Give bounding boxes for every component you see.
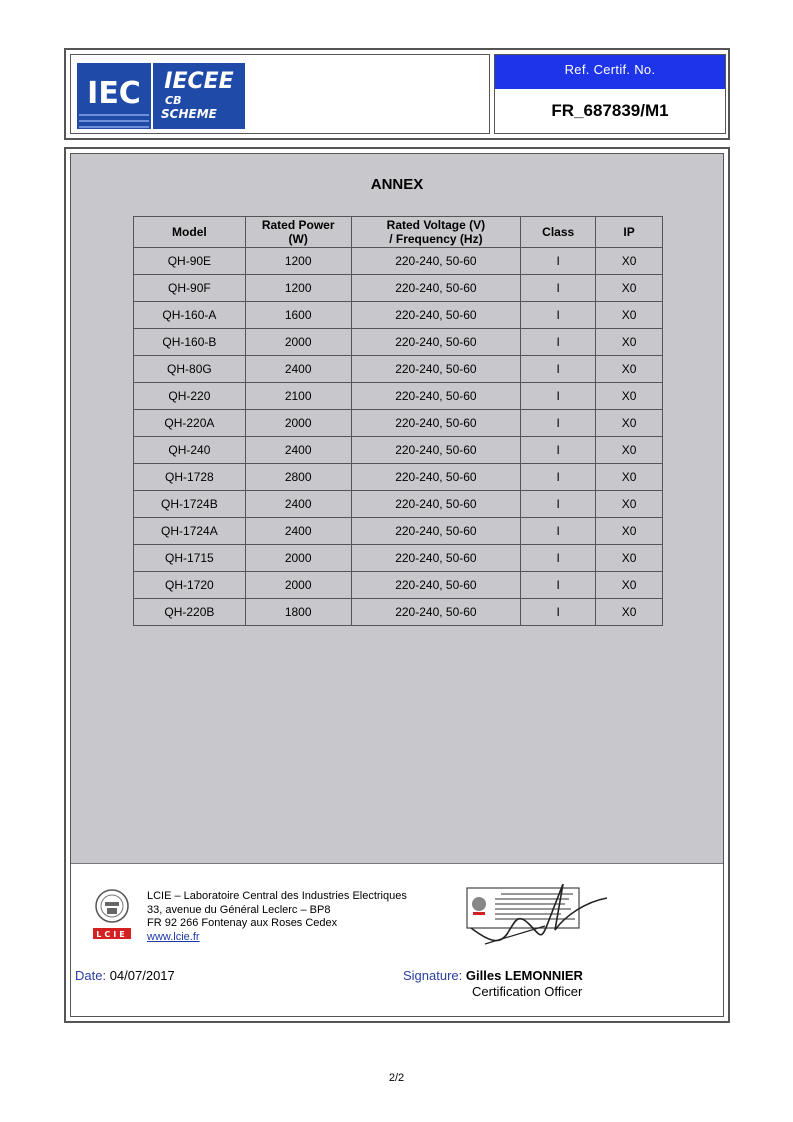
cell-class: I (521, 410, 596, 437)
annex-title: ANNEX (370, 176, 424, 193)
cell-power: 2400 (245, 491, 351, 518)
cell-voltage: 220-240, 50-60 (351, 464, 521, 491)
cell-class: I (521, 383, 596, 410)
lab-address (147, 890, 407, 944)
cell-model: QH-220B (134, 599, 246, 626)
cell-power: 2400 (245, 437, 351, 464)
signature-stamp (465, 882, 611, 956)
cell-class: I (521, 464, 596, 491)
cell-power: 1200 (245, 248, 351, 275)
cell-voltage: 220-240, 50-60 (351, 248, 521, 275)
cell-voltage: 220-240, 50-60 (351, 275, 521, 302)
table-row (134, 302, 663, 329)
iec-logo-text: IEC (87, 76, 141, 111)
cell-voltage: 220-240, 50-60 (351, 410, 521, 437)
cell-class: I (521, 302, 596, 329)
cell-ip: X0 (596, 329, 663, 356)
table-row (134, 464, 663, 491)
table-row (134, 248, 663, 275)
cell-power: 2000 (245, 329, 351, 356)
cell-model: QH-90F (134, 275, 246, 302)
header-model: Model (134, 217, 246, 248)
cell-ip: X0 (596, 518, 663, 545)
signature-line (403, 968, 583, 983)
iec-iecee-logo (77, 61, 245, 131)
cell-voltage: 220-240, 50-60 (351, 599, 521, 626)
cell-power: 2000 (245, 572, 351, 599)
iecee-logo-text: IECEE (164, 69, 234, 94)
ref-number: FR_687839/M1 (551, 101, 669, 120)
cell-model: QH-90E (134, 248, 246, 275)
header-rated-voltage (351, 217, 521, 248)
cell-power: 2800 (245, 464, 351, 491)
cell-voltage: 220-240, 50-60 (351, 437, 521, 464)
cell-power: 1200 (245, 275, 351, 302)
cell-ip: X0 (596, 572, 663, 599)
table-row (134, 545, 663, 572)
cell-voltage: 220-240, 50-60 (351, 518, 521, 545)
cell-model: QH-220 (134, 383, 246, 410)
cell-voltage: 220-240, 50-60 (351, 545, 521, 572)
cell-ip: X0 (596, 464, 663, 491)
cell-power: 1600 (245, 302, 351, 329)
cell-voltage: 220-240, 50-60 (351, 329, 521, 356)
cell-class: I (521, 572, 596, 599)
cell-class: I (521, 599, 596, 626)
table-row (134, 410, 663, 437)
cell-voltage: 220-240, 50-60 (351, 383, 521, 410)
certificate-header (64, 48, 730, 140)
cell-voltage: 220-240, 50-60 (351, 491, 521, 518)
table-row (134, 518, 663, 545)
header-class: Class (521, 217, 596, 248)
cell-ip: X0 (596, 356, 663, 383)
header-power-line1: Rated Power (261, 218, 335, 232)
cell-voltage: 220-240, 50-60 (351, 356, 521, 383)
annex-panel (71, 154, 723, 864)
cell-class: I (521, 356, 596, 383)
signatory-role: Certification Officer (472, 984, 583, 999)
header-power-line2: (W) (288, 232, 308, 246)
lcie-logo (93, 888, 131, 940)
date-label: Date: (75, 968, 107, 983)
table-row (134, 329, 663, 356)
ref-box (494, 54, 726, 134)
lab-city: FR 92 266 Fontenay aux Roses Cedex (147, 917, 338, 929)
cell-ip: X0 (596, 437, 663, 464)
table-row (134, 356, 663, 383)
cell-model: QH-240 (134, 437, 246, 464)
cell-voltage: 220-240, 50-60 (351, 302, 521, 329)
cell-model: QH-1728 (134, 464, 246, 491)
lab-street: 33, avenue du Général Leclerc – BP8 (147, 903, 331, 916)
cell-model: QH-160-B (134, 329, 246, 356)
cell-power: 2000 (245, 410, 351, 437)
cell-model: QH-1715 (134, 545, 246, 572)
table-header-row (134, 217, 663, 248)
cell-voltage: 220-240, 50-60 (351, 572, 521, 599)
signatory-name: Gilles LEMONNIER (465, 968, 583, 983)
cell-model: QH-80G (134, 356, 246, 383)
cell-ip: X0 (596, 410, 663, 437)
cell-ip: X0 (596, 599, 663, 626)
lcie-logo-text: LCIE (96, 930, 128, 939)
table-row (134, 437, 663, 464)
page-number: 2/2 (388, 1072, 405, 1084)
cb-logo-text: CB (165, 94, 182, 107)
cell-model: QH-1724B (134, 491, 246, 518)
cell-class: I (521, 329, 596, 356)
cell-ip: X0 (596, 491, 663, 518)
lab-name: LCIE – Laboratoire Central des Industries Electriques (147, 890, 407, 902)
table-row (134, 491, 663, 518)
cell-class: I (521, 248, 596, 275)
cell-class: I (521, 491, 596, 518)
table-row (134, 275, 663, 302)
header-voltage-line2: / Frequency (Hz) (389, 232, 483, 246)
cell-class: I (521, 275, 596, 302)
cell-power: 2400 (245, 518, 351, 545)
date-value: 04/07/2017 (109, 968, 175, 983)
cell-class: I (521, 518, 596, 545)
cell-ip: X0 (596, 275, 663, 302)
annex-frame (64, 147, 730, 1023)
table-row (134, 572, 663, 599)
cell-power: 2000 (245, 545, 351, 572)
cell-power: 1800 (245, 599, 351, 626)
scheme-logo-text: SCHEME (161, 107, 217, 121)
cell-model: QH-220A (134, 410, 246, 437)
table-row (134, 599, 663, 626)
cell-ip: X0 (596, 545, 663, 572)
cell-power: 2400 (245, 356, 351, 383)
cell-ip: X0 (596, 302, 663, 329)
table-row (134, 383, 663, 410)
cell-class: I (521, 545, 596, 572)
date-line (75, 968, 175, 983)
cell-power: 2100 (245, 383, 351, 410)
models-table (133, 216, 663, 626)
logo-box (70, 54, 490, 134)
cell-class: I (521, 437, 596, 464)
cell-ip: X0 (596, 248, 663, 275)
header-ip: IP (596, 217, 663, 248)
cell-ip: X0 (596, 383, 663, 410)
signature-label: Signature: (403, 968, 463, 983)
annex-inner-frame (70, 153, 724, 1017)
cell-model: QH-1720 (134, 572, 246, 599)
cell-model: QH-160-A (134, 302, 246, 329)
header-voltage-line1: Rated Voltage (V) (386, 218, 486, 232)
lab-website-link[interactable]: www.lcie.fr (147, 930, 200, 943)
cell-model: QH-1724A (134, 518, 246, 545)
ref-label: Ref. Certif. No. (495, 55, 725, 89)
header-rated-power (245, 217, 351, 248)
